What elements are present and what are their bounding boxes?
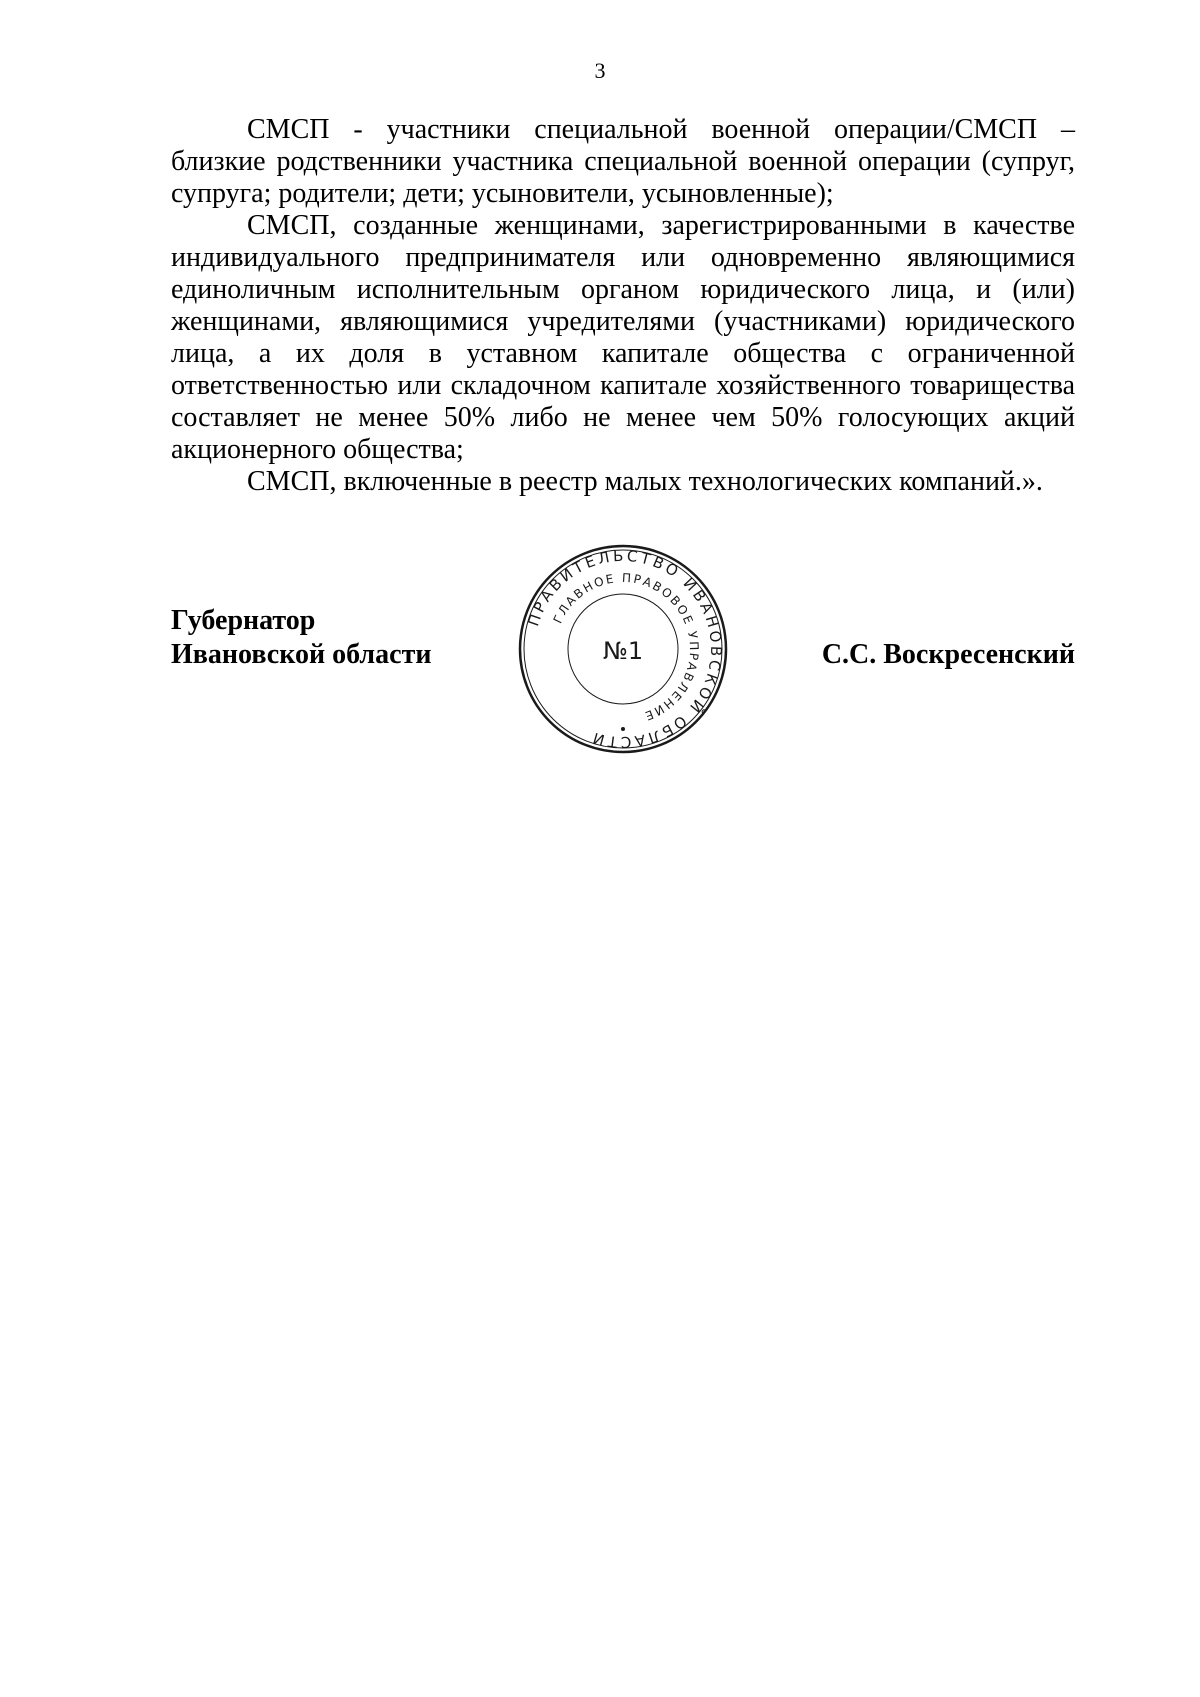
signer-title-line2: Ивановской области: [171, 639, 432, 670]
page-number: 3: [594, 58, 606, 83]
signer-title: [171, 604, 431, 672]
seal-inner-text: ГЛАВНОЕ ПРАВОВОЕ УПРАВЛЕНИЕ: [550, 570, 702, 724]
signer-name: С.С. Воскресенский: [821, 639, 1075, 670]
document-body: [171, 114, 1075, 498]
paragraph-women-entrepreneurs: СМСП, созданные женщинами, зарегистрированными в качестве индивидуального предпринимателя или одновременно являющимися единоличным исполнительным органом юридического лица, и (или) женщинами, являющимися учредителями (участниками) юридического лица, а их доля в уставном капитале общества с ограниченной ответственностью или складочном капитале хозяйственного товарищества составляет не менее 50% либо не менее чем 50% голосующих акций акционерного общества;: [171, 210, 1075, 465]
seal-outer-text: ПРАВИТЕЛЬСТВО ИВАНОВСКОЙ ОБЛАСТИ: [524, 546, 726, 752]
seal-center-number: №1: [602, 637, 644, 665]
paragraph-svo-participants: СМСП - участники специальной военной операции/СМСП – близкие родственники участника специальной военной операции (супруг, супруга; родители; дети; усыновители, усыновленные);: [171, 114, 1075, 209]
signer-title-line1: Губернатор: [171, 605, 316, 636]
official-seal: [517, 543, 729, 755]
paragraph-tech-companies: СМСП, включенные в реестр малых технологических компаний.».: [247, 466, 1043, 497]
